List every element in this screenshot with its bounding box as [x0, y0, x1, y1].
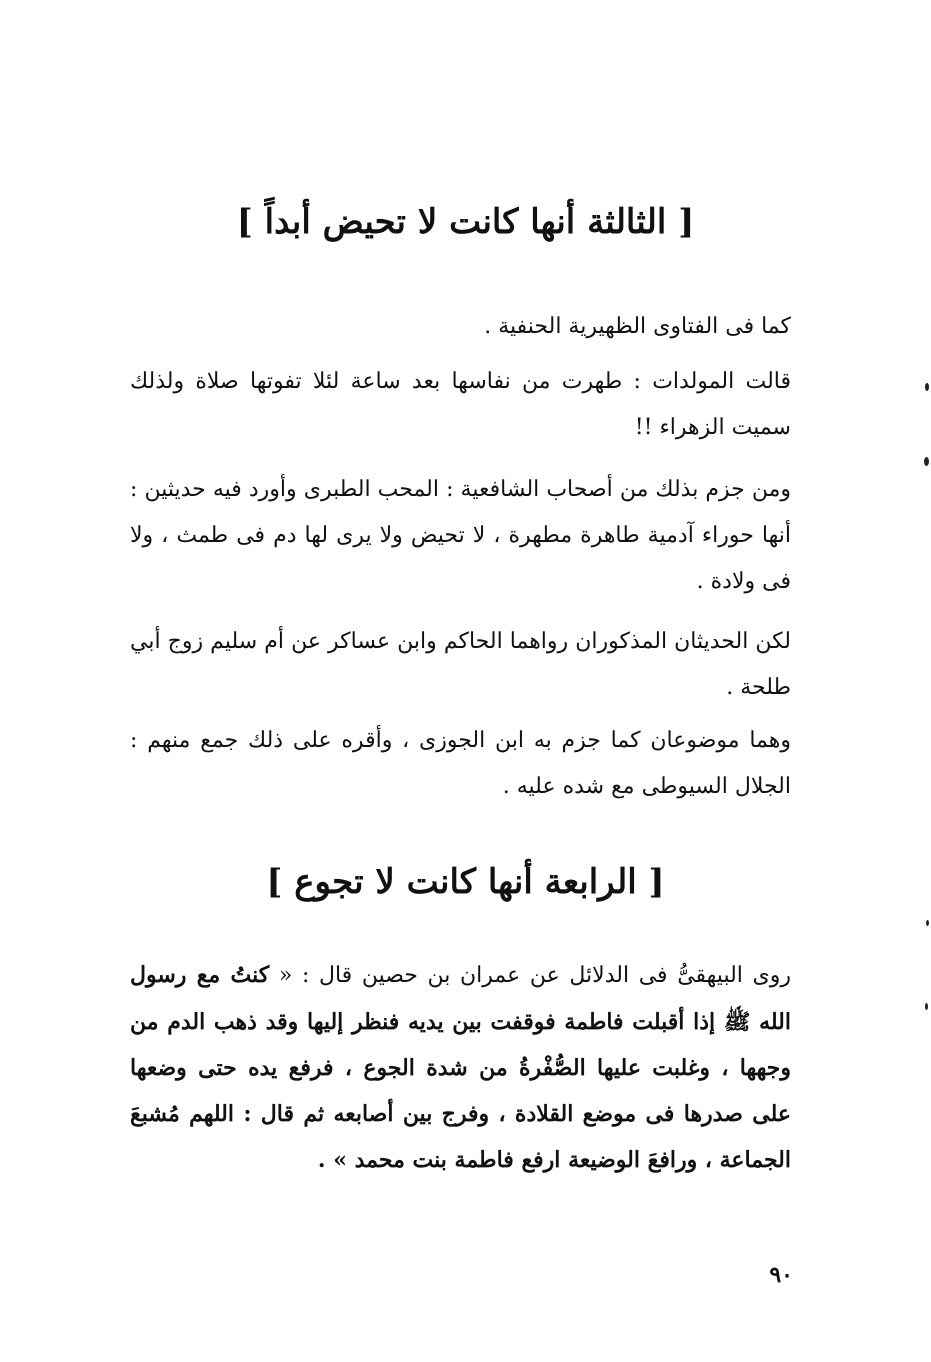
scan-speck: [925, 383, 929, 391]
paragraph-3: ومن جزم بذلك من أصحاب الشافعية : المحب الطبرى وأورد فيه حديثين : أنها حوراء آدمية طاهرة مطهرة ، لا تحيض ولا يرى لها دم فى طمث ، ولا فى ولادة .: [130, 477, 791, 594]
hadith-paragraph: [130, 952, 791, 1183]
section-heading-third: [ الثالثة أنها كانت لا تحيض أبداً ]: [236, 202, 695, 242]
paragraph-1: كما فى الفتاوى الظهيرية الحنفية .: [484, 314, 791, 339]
scan-speck: [924, 457, 929, 466]
paragraph-4: لكن الحديثان المذكوران رواهما الحاكم وابن عساكر عن أم سليم زوج أبي طلحة .: [130, 629, 791, 700]
page-number: ٩٠: [769, 1262, 793, 1288]
paragraph-2: قالت المولدات : طهرت من نفاسها بعد ساعة لئلا تفوتها صلاة ولذلك سميت الزهراء !!: [130, 369, 791, 440]
hadith-closing: » .: [317, 1147, 355, 1173]
scan-speck: [925, 1003, 928, 1010]
hadith-intro: روى البيهقىُّ فى الدلائل عن عمران بن حصين قال : «: [269, 963, 792, 988]
hadith-text: كنتُ مع رسول الله ﷺ إذا أقبلت فاطمة فوقفت بين يديه فنظر إليها وقد ذهب الدم من وجهها ، وغلبت عليها الصُّفْرةُ من شدة الجوع ، فرفع يده حتى وضعها على صدرها فى موضع القلادة ، وفرج بين أصابعه ثم قال : اللهم مُشبعَ الجماعة ، ورافعَ الوضيعة ارفع فاطمة بنت محمد: [130, 962, 791, 1173]
paragraph-5: وهما موضوعان كما جزم به ابن الجوزى ، وأقره على ذلك جمع منهم : الجلال السيوطى مع شده عليه .: [130, 728, 791, 799]
section-heading-fourth: [ الرابعة أنها كانت لا تجوع ]: [266, 862, 665, 902]
scan-speck: [926, 920, 929, 926]
